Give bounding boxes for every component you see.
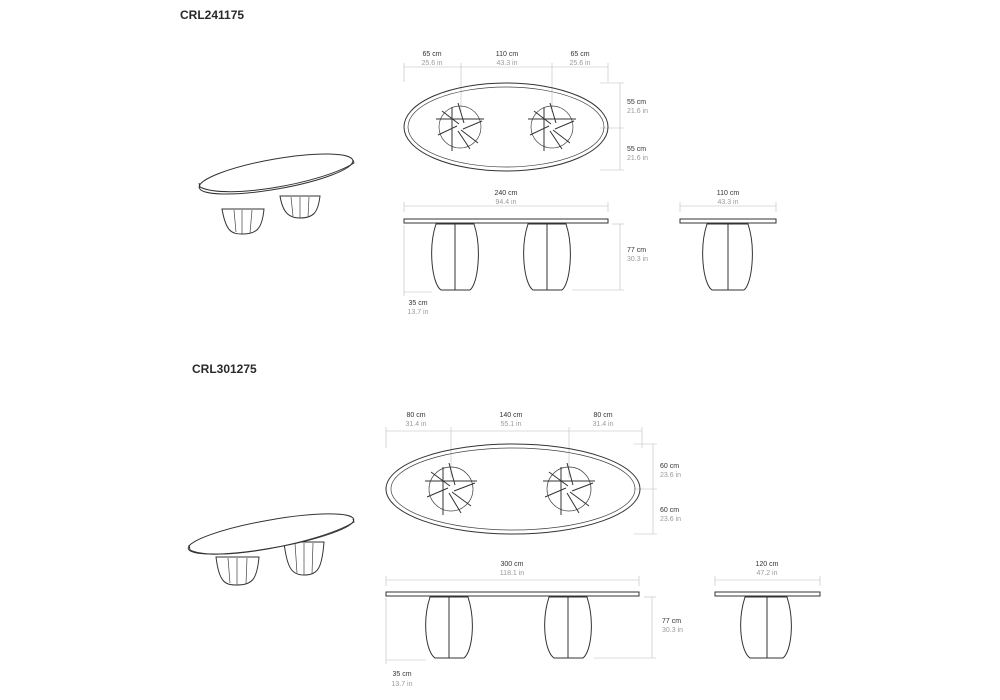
base-plan-right — [528, 103, 576, 151]
front-length-in-2: 118.1 in — [499, 570, 525, 577]
height-cm-2: 77 cm — [662, 618, 682, 625]
model-2-front-view — [386, 561, 683, 688]
side-width-in-2: 47.2 in — [756, 570, 778, 577]
side-dim-lower-in: 21.6 in — [627, 155, 649, 162]
model-2-top-view — [386, 412, 681, 534]
model-1-side-view — [680, 190, 776, 290]
front-length-cm: 240 cm — [494, 190, 518, 197]
model-1 — [180, 8, 776, 316]
side-dim-upper-cm: 55 cm — [627, 99, 647, 106]
top-dim-left-in: 25.6 in — [421, 60, 443, 67]
top-dim-right-cm: 65 cm — [570, 51, 590, 58]
height-in-2: 30.3 in — [662, 627, 684, 634]
model-1-code: CRL241175 — [180, 8, 245, 22]
model-2 — [186, 362, 820, 688]
top-dim-right-cm-2: 80 cm — [593, 412, 613, 419]
model-1-perspective-view — [197, 146, 356, 234]
top-dim-center-in: 43.3 in — [496, 60, 518, 67]
overhang-in-2: 13.7 in — [391, 681, 413, 688]
base-plan-right-2 — [543, 463, 595, 515]
side-dim-upper-in-2: 23.6 in — [660, 472, 682, 479]
model-1-top-view — [404, 51, 648, 171]
top-dim-left-in-2: 31.4 in — [405, 421, 427, 428]
overhang-cm-2: 35 cm — [392, 671, 412, 678]
top-dim-center-in-2: 55.1 in — [500, 421, 522, 428]
top-dim-center-cm: 110 cm — [495, 51, 519, 58]
base-plan-left — [436, 103, 484, 151]
model-1-front-view — [404, 190, 648, 316]
side-dim-lower-cm: 55 cm — [627, 146, 647, 153]
top-dim-left-cm: 65 cm — [422, 51, 442, 58]
model-2-side-view — [715, 561, 820, 658]
side-dim-lower-in-2: 23.6 in — [660, 516, 682, 523]
front-length-in: 94.4 in — [495, 199, 517, 206]
top-dim-left-cm-2: 80 cm — [406, 412, 426, 419]
side-width-in: 43.3 in — [717, 199, 739, 206]
base-plan-left-2 — [425, 463, 477, 515]
model-2-code: CRL301275 — [192, 362, 257, 376]
top-dim-right-in: 25.6 in — [569, 60, 591, 67]
overhang-in: 13.7 in — [407, 309, 429, 316]
height-cm: 77 cm — [627, 247, 647, 254]
height-in: 30.3 in — [627, 256, 649, 263]
top-dim-right-in-2: 31.4 in — [592, 421, 614, 428]
side-dim-upper-in: 21.6 in — [627, 108, 649, 115]
top-dim-center-cm-2: 140 cm — [499, 412, 523, 419]
overhang-cm: 35 cm — [408, 300, 428, 307]
side-dim-upper-cm-2: 60 cm — [660, 463, 680, 470]
model-2-perspective-view — [186, 506, 356, 585]
front-length-cm-2: 300 cm — [500, 561, 524, 568]
side-width-cm-2: 120 cm — [755, 561, 779, 568]
side-dim-lower-cm-2: 60 cm — [660, 507, 680, 514]
side-width-cm: 110 cm — [716, 190, 740, 197]
